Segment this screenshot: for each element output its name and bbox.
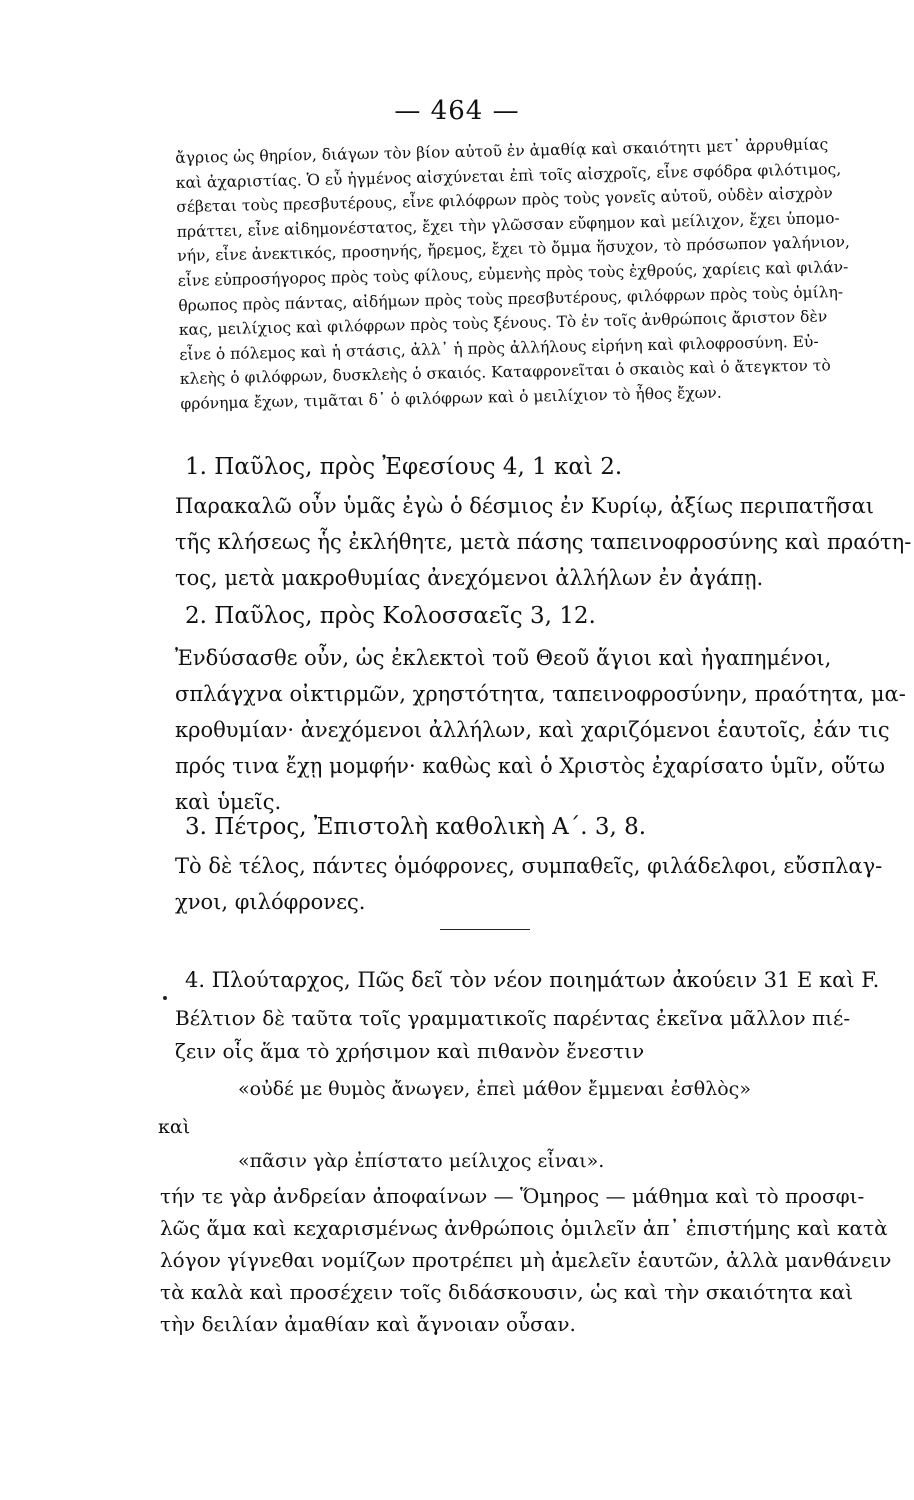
prose-line: εἶνε ὁ πόλεμος καὶ ἡ στάσις, ἀλλ᾽ ἡ πρὸς ἀλλήλους εἰρήνη καὶ φιλοφροσύνη. Εὐ-: [179, 332, 819, 364]
verse-line: Παρακαλῶ οὖν ὑμᾶς ἐγὼ ὁ δέσμιος ἐν Κυρίῳ, ἀξίως περιπατῆσαι: [175, 494, 875, 518]
prose-line: φρόνημα ἔχων, τιμᾶται δ᾽ ὁ φιλόφρων καὶ ὁ μειλίχιον τὸ ἦθος ἔχων.: [180, 383, 722, 413]
intro-prose: [175, 132, 861, 417]
verse-line: χνοι, φιλόφρονες.: [175, 890, 366, 914]
verse-line: πρός τινα ἔχῃ μομφήν· καθὼς καὶ ὁ Χριστὸς ἐχαρίσατο ὑμῖν, οὕτω: [175, 754, 886, 778]
connector-word: καὶ: [158, 1116, 191, 1138]
quote-line-1: «οὐδέ με θυμὸς ἄνωγεν, ἐπεὶ μάθον ἔμμεναι ἐσθλὸς»: [238, 1078, 751, 1100]
verse-line: Ἐνδύσασθε οὖν, ὡς ἐκλεκτοὶ τοῦ Θεοῦ ἅγιοι καὶ ἠγαπημένοι,: [175, 646, 832, 670]
prose-line: εἶνε εὐπροσήγορος πρὸς τοὺς φίλους, εὐμενὴς πρὸς τοὺς ἐχθρούς, χαρίεις καὶ φιλάν-: [177, 257, 849, 290]
verse-line: Βέλτιον δὲ ταῦτα τοῖς γραμματικοῖς παρέντας ἐκεῖνα μᾶλλον πιέ-: [175, 1006, 851, 1030]
verse-line: ζειν οἷς ἅμα τὸ χρήσιμον καὶ πιθανὸν ἔνεστιν: [175, 1039, 645, 1063]
prose-line: τὴν δειλίαν ἀμαθίαν καὶ ἄγνοιαν οὖσαν.: [160, 1312, 576, 1336]
prose-line: τὰ καλὰ καὶ προσέχειν τοῖς διδάσκουσιν, ὡς καὶ τὴν σκαιότητα καὶ: [160, 1280, 854, 1304]
verse-line: τος, μετὰ μακροθυμίας ἀνεχόμενοι ἀλλήλων ἐν ἀγάπῃ.: [175, 566, 764, 590]
section-divider: [440, 929, 530, 930]
section-3-text: [175, 848, 883, 920]
prose-line: σέβεται τοὺς πρεσβυτέρους, εἶνε φιλόφρων πρὸς τοὺς γονεῖς αὐτοῦ, οὐδὲν αἰσχρὸν: [176, 184, 833, 217]
stray-mark: [163, 996, 167, 1000]
section-4-heading: 4. Πλούταρχος, Πῶς δεῖ τὸν νέον ποιημάτων ἀκούειν 31 Ε καὶ F.: [185, 968, 880, 992]
verse-line: καὶ ὑμεῖς.: [175, 790, 282, 814]
page-number: — 464 —: [394, 96, 520, 126]
closing-prose: [160, 1180, 892, 1340]
prose-line: θρωπος πρὸς πάντας, αἰδήμων πρὸς τοὺς πρεσβυτέρους, φιλόφρων πρὸς τοὺς ὁμίλη-: [178, 282, 844, 315]
section-1-text: [175, 488, 912, 596]
section-4-text: [175, 1002, 855, 1068]
prose-line: κας, μειλίχιος καὶ φιλόφρων πρὸς τοὺς ξένους. Τὸ ἐν τοῖς ἀνθρώποις ἄριστον δὲν: [178, 307, 828, 340]
prose-line: ἄγριος ὡς θηρίον, διάγων τὸν βίον αὐτοῦ ἐν ἀμαθίᾳ καὶ σκαιότητι μετ᾽ ἀρρυθμίας: [175, 135, 829, 167]
verse-line: σπλάγχνα οἰκτιρμῶν, χρηστότητα, ταπεινοφροσύνην, πραότητα, μα-: [175, 682, 906, 706]
prose-line: καὶ ἀχαριστίας. Ὁ εὖ ἠγμένος αἰσχύνεται ἐπὶ τοῖς αἰσχροῖς, εἶνε σφόδρα φιλότιμος,: [175, 159, 842, 192]
verse-line: κροθυμίαν· ἀνεχόμενοι ἀλλήλων, καὶ χαριζόμενοι ἑαυτοῖς, ἐάν τις: [175, 718, 890, 742]
verse-line: τῆς κλήσεως ἧς ἐκλήθητε, μετὰ πάσης ταπεινοφροσύνης καὶ πραότη-: [175, 530, 912, 554]
section-2-heading: 2. Παῦλος, πρὸς Κολοσσαεῖς 3, 12.: [185, 603, 596, 629]
prose-line: κλεὴς ὁ φιλόφρων, δυσκλεὴς ὁ σκαιός. Καταφρονεῖται ὁ σκαιὸς καὶ ὁ ἄτεγκτον τὸ: [179, 356, 831, 389]
prose-line: λῶς ἅμα καὶ κεχαρισμένως ἀνθρώποις ὁμιλεῖν ἀπ᾽ ἐπιστήμης καὶ κατὰ: [160, 1216, 888, 1240]
prose-line: πράττει, εἶνε αἰδημονέστατος, ἔχει τὴν γλῶσσαν εὔφημον καὶ μείλιχον, ἔχει ὑπομο-: [176, 208, 840, 241]
prose-line: λόγον γίγνεθαι νομίζων προτρέπει μὴ ἀμελεῖν ἑαυτῶν, ἀλλὰ μανθάνειν: [160, 1248, 892, 1272]
prose-line: νήν, εἶνε ἀνεκτικός, προσηνής, ἤρεμος, ἔχει τὸ ὄμμα ἥσυχον, τὸ πρόσωπον γαλήνιον,: [177, 233, 851, 266]
verse-line: Τὸ δὲ τέλος, πάντες ὁμόφρονες, συμπαθεῖς, φιλάδελφοι, εὔσπλαγ-: [175, 854, 883, 878]
section-3-heading: 3. Πέτρος, Ἐπιστολὴ καθολικὴ Α΄. 3, 8.: [185, 814, 647, 840]
prose-line: τήν τε γὰρ ἀνδρείαν ἀποφαίνων — Ὅμηρος — μάθημα καὶ τὸ προσφι-: [160, 1184, 865, 1208]
section-1-heading: 1. Παῦλος, πρὸς Ἐφεσίους 4, 1 καὶ 2.: [185, 454, 623, 480]
section-2-text: [175, 640, 906, 820]
quote-line-2: «πᾶσιν γὰρ ἐπίστατο μείλιχος εἶναι».: [238, 1150, 605, 1172]
